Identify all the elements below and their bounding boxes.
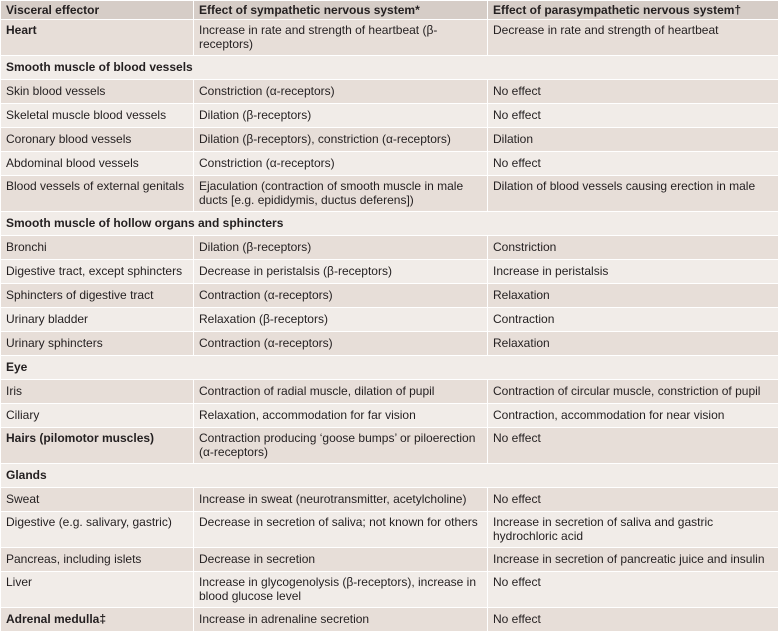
sympathetic-effect-cell: Contraction of radial muscle, dilation of pupil [194,380,488,404]
table-row [1,428,778,464]
header-sympathetic: Effect of sympathetic nervous system* [194,1,488,20]
effector-cell: Heart [1,20,194,56]
effector-cell: Digestive tract, except sphincters [1,260,194,284]
parasympathetic-effect-cell: No effect [488,80,778,104]
parasympathetic-effect-cell: No effect [488,608,778,632]
table-row [1,152,778,176]
table-row [1,284,778,308]
table-row [1,404,778,428]
parasympathetic-effect-cell: Decrease in rate and strength of heartbeat [488,20,778,56]
table-row [1,488,778,512]
section-row [1,56,778,80]
effector-cell: Pancreas, including islets [1,548,194,572]
effector-cell: Hairs (pilomotor muscles) [1,428,194,464]
section-row [1,212,778,236]
header-row [1,1,778,20]
effector-cell: Liver [1,572,194,608]
table-row [1,332,778,356]
parasympathetic-effect-cell: Contraction [488,308,778,332]
table-row [1,380,778,404]
effector-cell: Sweat [1,488,194,512]
effector-cell: Bronchi [1,236,194,260]
parasympathetic-effect-cell: Dilation of blood vessels causing erection in male [488,176,778,212]
sympathetic-effect-cell: Increase in glycogenolysis (β-receptors), increase in blood glucose level [194,572,488,608]
parasympathetic-effect-cell: Dilation [488,128,778,152]
section-heading: Eye [1,356,778,380]
table-row [1,128,778,152]
table-row [1,20,778,56]
sympathetic-effect-cell: Increase in adrenaline secretion [194,608,488,632]
parasympathetic-effect-cell: No effect [488,104,778,128]
effector-cell: Abdominal blood vessels [1,152,194,176]
effector-cell: Coronary blood vessels [1,128,194,152]
header-parasympathetic: Effect of parasympathetic nervous system† [488,1,778,20]
parasympathetic-effect-cell: Constriction [488,236,778,260]
parasympathetic-effect-cell: No effect [488,488,778,512]
effector-cell: Sphincters of digestive tract [1,284,194,308]
sympathetic-effect-cell: Dilation (β-receptors) [194,236,488,260]
section-heading: Glands [1,464,778,488]
parasympathetic-effect-cell: No effect [488,572,778,608]
sympathetic-effect-cell: Contraction (α-receptors) [194,284,488,308]
table-row [1,176,778,212]
table-row [1,572,778,608]
sympathetic-effect-cell: Relaxation (β-receptors) [194,308,488,332]
sympathetic-effect-cell: Contraction (α-receptors) [194,332,488,356]
parasympathetic-effect-cell: Relaxation [488,284,778,308]
sympathetic-effect-cell: Increase in sweat (neurotransmitter, acetylcholine) [194,488,488,512]
parasympathetic-effect-cell: Increase in secretion of pancreatic juice and insulin [488,548,778,572]
sympathetic-effect-cell: Relaxation, accommodation for far vision [194,404,488,428]
table-row [1,308,778,332]
section-heading: Smooth muscle of hollow organs and sphincters [1,212,778,236]
parasympathetic-effect-cell: Increase in peristalsis [488,260,778,284]
sympathetic-effect-cell: Dilation (β-receptors), constriction (α-receptors) [194,128,488,152]
sympathetic-effect-cell: Constriction (α-receptors) [194,152,488,176]
parasympathetic-effect-cell: Relaxation [488,332,778,356]
table-row [1,80,778,104]
sympathetic-effect-cell: Decrease in peristalsis (β-receptors) [194,260,488,284]
sympathetic-effect-cell: Constriction (α-receptors) [194,80,488,104]
effector-cell: Blood vessels of external genitals [1,176,194,212]
sympathetic-effect-cell: Contraction producing ‘goose bumps’ or piloerection (α-receptors) [194,428,488,464]
effector-cell: Urinary sphincters [1,332,194,356]
sympathetic-effect-cell: Ejaculation (contraction of smooth muscle in male ducts [e.g. epididymis, ductus deferens]) [194,176,488,212]
effector-cell: Ciliary [1,404,194,428]
table-body [1,20,778,632]
parasympathetic-effect-cell: Increase in secretion of saliva and gastric hydrochloric acid [488,512,778,548]
table-row [1,548,778,572]
effector-cell: Skin blood vessels [1,80,194,104]
table-row [1,260,778,284]
parasympathetic-effect-cell: Contraction, accommodation for near vision [488,404,778,428]
parasympathetic-effect-cell: Contraction of circular muscle, constriction of pupil [488,380,778,404]
table-row [1,512,778,548]
parasympathetic-effect-cell: No effect [488,152,778,176]
parasympathetic-effect-cell: No effect [488,428,778,464]
sympathetic-effect-cell: Decrease in secretion [194,548,488,572]
effector-cell: Skeletal muscle blood vessels [1,104,194,128]
table-row [1,608,778,632]
sympathetic-effect-cell: Increase in rate and strength of heartbeat (β-receptors) [194,20,488,56]
effector-cell: Digestive (e.g. salivary, gastric) [1,512,194,548]
sympathetic-effect-cell: Dilation (β-receptors) [194,104,488,128]
table-row [1,236,778,260]
table-row [1,104,778,128]
effector-cell: Adrenal medulla‡ [1,608,194,632]
section-heading: Smooth muscle of blood vessels [1,56,778,80]
effector-cell: Urinary bladder [1,308,194,332]
effector-cell: Iris [1,380,194,404]
sympathetic-effect-cell: Decrease in secretion of saliva; not known for others [194,512,488,548]
header-visceral-effector: Visceral effector [1,1,194,20]
section-row [1,356,778,380]
section-row [1,464,778,488]
